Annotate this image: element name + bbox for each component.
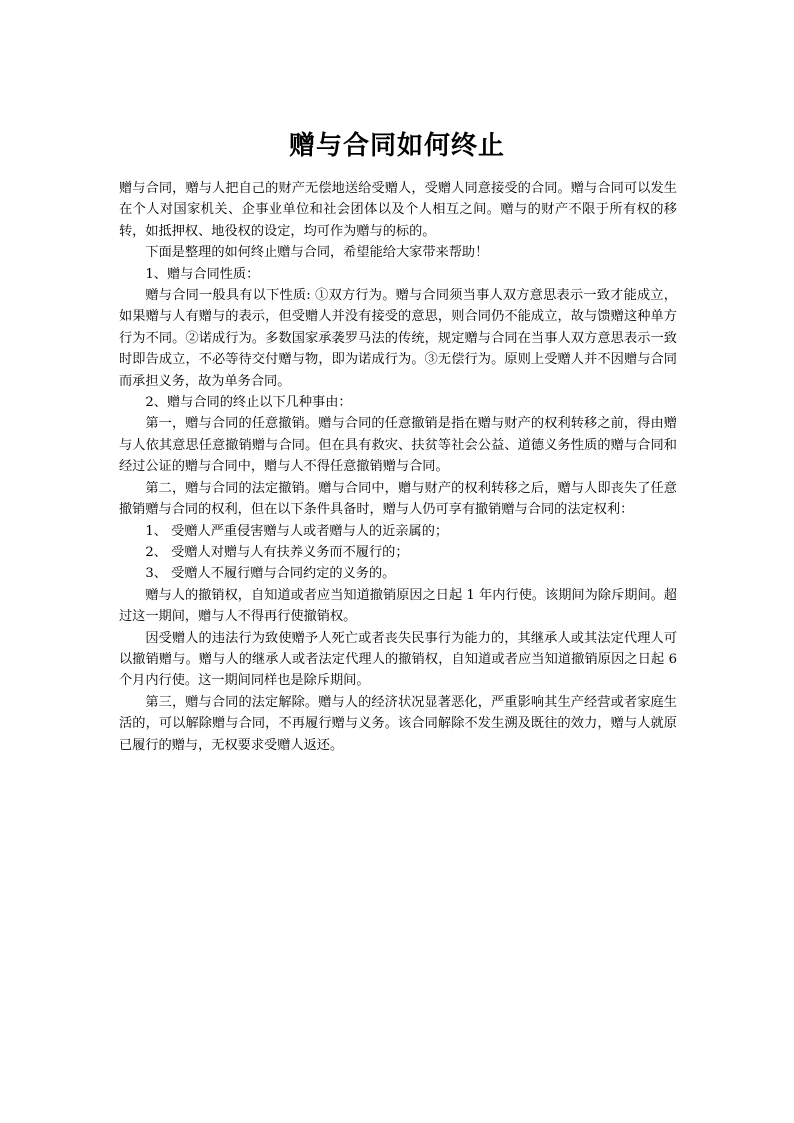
paragraph-lead: 下面是整理的如何终止赠与合同，希望能给大家带来帮助！ — [145, 245, 489, 261]
paragraph-heir-revocation: 因受赠人的违法行为致使赠予人死亡或者丧失民事行为能力的，其继承人或其法定代理人可以撤销赠与。赠与人的继承人或者法定代理人的撤销权，自知道或者应当知道撤销原因之日起 6 个月内行使。这一期间同样也是除斥期间。 — [119, 630, 677, 689]
list-item: 3、 受赠人不履行赠与合同约定的义务的。 — [145, 566, 396, 582]
list-item: 1、 受赠人严重侵害赠与人或者赠与人的近亲属的； — [145, 523, 449, 539]
paragraph-intro: 赠与合同，赠与人把自己的财产无偿地送给受赠人，受赠人同意接受的合同。赠与合同可以发生在个人对国家机关、企事业单位和社会团体以及个人相互之间。赠与的财产不限于所有权的移转，如抵押权、地役权的设定，均可作为赠与的标的。 — [119, 181, 677, 239]
paragraph-revocation-period: 赠与人的撤销权，自知道或者应当知道撤销原因之日起 1 年内行使。该期间为除斥期间。超过这一期间，赠与人不得再行使撤销权。 — [119, 587, 677, 625]
document-title: 赠与合同如何终止 — [288, 131, 505, 161]
document-body — [119, 178, 677, 756]
paragraph-arbitrary-revocation: 第一，赠与合同的任意撤销。赠与合同的任意撤销是指在赠与财产的权利转移之前，得由赠与人依其意思任意撤销赠与合同。但在具有救灾、扶贫等社会公益、道德义务性质的赠与合同和经过公证的赠与合同中，赠与人不得任意撤销赠与合同。 — [119, 416, 677, 475]
paragraph-nature: 赠与合同一般具有以下性质: ①双方行为。赠与合同须当事人双方意思表示一致才能成立，如果赠与人有赠与的表示，但受赠人并没有接受的意思，则合同仍不能成立，故与馈赠这种单方行为不同。②诺成行为。多数国家承袭罗马法的传统，规定赠与合同在当事人双方意思表示一致时即告成立，不必等待交付赠与物，即为诺成行为。③无偿行为。原则上受赠人并不因赠与合同而承担义务，故为单务合同。 — [119, 288, 677, 389]
section-heading-nature: 1、赠与合同性质： — [145, 266, 260, 282]
paragraph-legal-revocation: 第二，赠与合同的法定撤销。赠与合同中，赠与财产的权利转移之后，赠与人即丧失了任意撤销赠与合同的权利，但在以下条件具备时，赠与人仍可享有撤销赠与合同的法定权利： — [119, 480, 677, 518]
section-heading-termination: 2、赠与合同的终止以下几种事由： — [145, 395, 352, 411]
paragraph-legal-termination: 第三，赠与合同的法定解除。赠与人的经济状况显著恶化，严重影响其生产经营或者家庭生活的，可以解除赠与合同，不再履行赠与义务。该合同解除不发生溯及既往的效力，赠与人就原已履行的赠与，无权要求受赠人返还。 — [119, 694, 677, 753]
list-item: 2、 受赠人对赠与人有扶养义务而不履行的； — [145, 544, 409, 560]
